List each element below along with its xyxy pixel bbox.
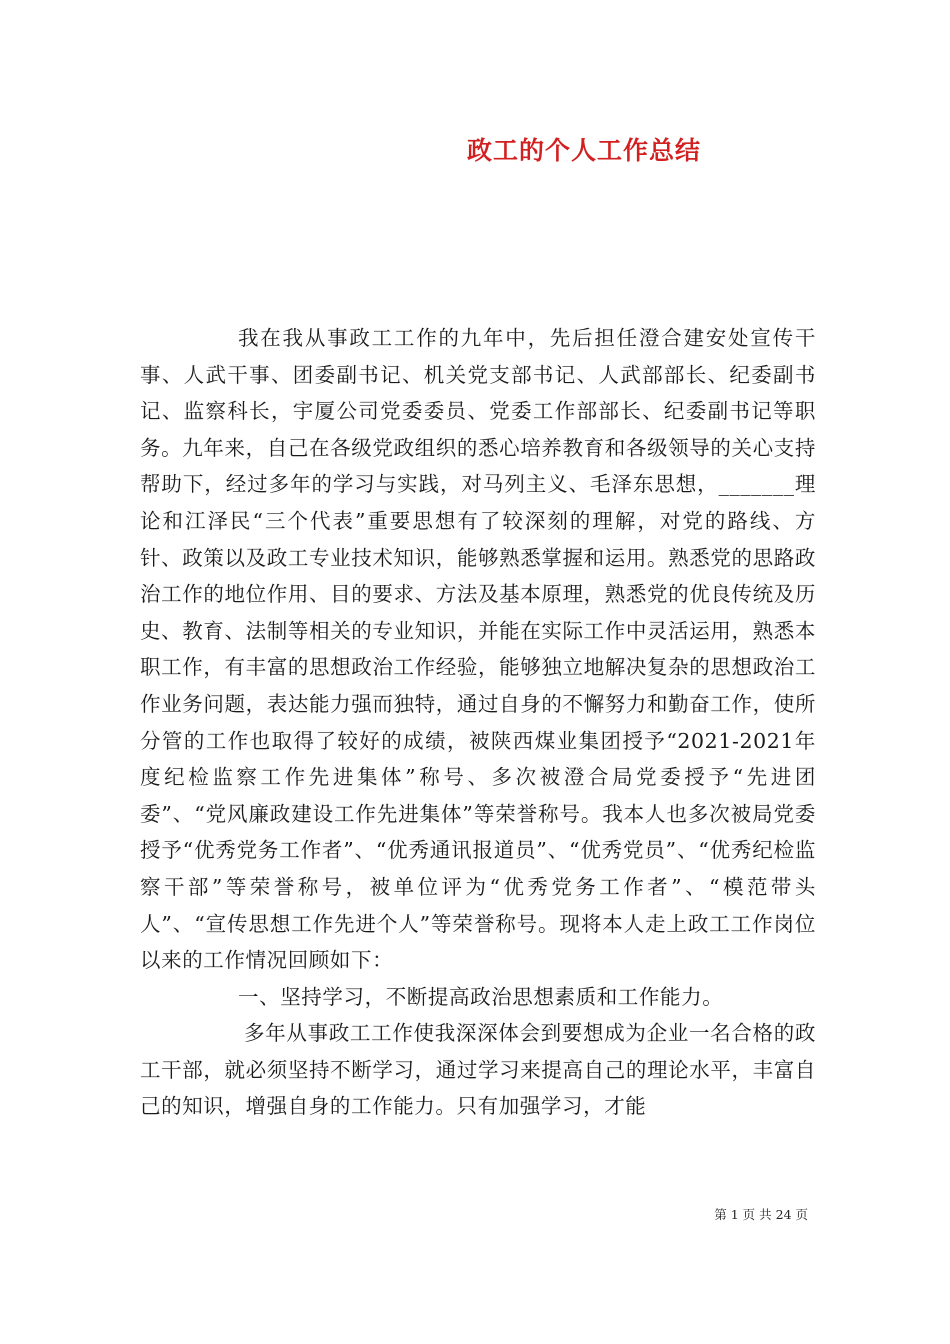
section-heading-1: 一、坚持学习，不断提高政治思想素质和工作能力。 <box>238 984 724 1009</box>
intro-paragraph: 我在我从事政工工作的九年中，先后担任澄合建安处宣传干事、人武干事、团委副书记、机关党支部书记、人武部部长、纪委副书记、监察科长，宇厦公司党委委员、党委工作部部长、纪委副书记等职务。九年来，自己在各级党政组织的悉心培养教育和各级领导的关心支持帮助下，经过多年的学习与实践，对马列主义、毛泽东思想，_______理论和江泽民“三个代表”重要思想有了较深刻的理解，对党的路线、方针、政策以及政工专业技术知识，能够熟悉掌握和运用。熟悉党的思路政治工作的地位作用、目的要求、方法及基本原理，熟悉党的优良传统及历史、教育、法制等相关的专业知识，并能在实际工作中灵活运用，熟悉本职工作，有丰富的思想政治工作经验，能够独立地解决复杂的思想政治工作业务问题，表达能力强而独特，通过自身的不懈努力和勤奋工作，使所分管的工作也取得了较好的成绩，被陕西煤业集团授予“2021-2021年度纪检监察工作先进集体”称号、多次被澄合局党委授予“先进团委”、“党风廉政建设工作先进集体”等荣誉称号。我本人也多次被局党委授予“优秀党务工作者”、“优秀通讯报道员”、“优秀党员”、“优秀纪检监察干部”等荣誉称号，被单位评为“优秀党务工作者”、“模范带头人”、“宣传思想工作先进个人”等荣誉称号。现将本人走上政工工作岗位以来的工作情况回顾如下： <box>140 326 816 973</box>
study-paragraph: 多年从事政工工作使我深深体会到要想成为企业一名合格的政工干部，就必须坚持不断学习，通过学习来提高自己的理论水平，丰富自己的知识，增强自身的工作能力。只有加强学习，才能 <box>140 1021 816 1119</box>
document-title: 政工的个人工作总结 <box>466 136 701 165</box>
page-number: 第 1 页 共 24 页 <box>714 1207 808 1222</box>
document-body <box>140 320 816 1125</box>
